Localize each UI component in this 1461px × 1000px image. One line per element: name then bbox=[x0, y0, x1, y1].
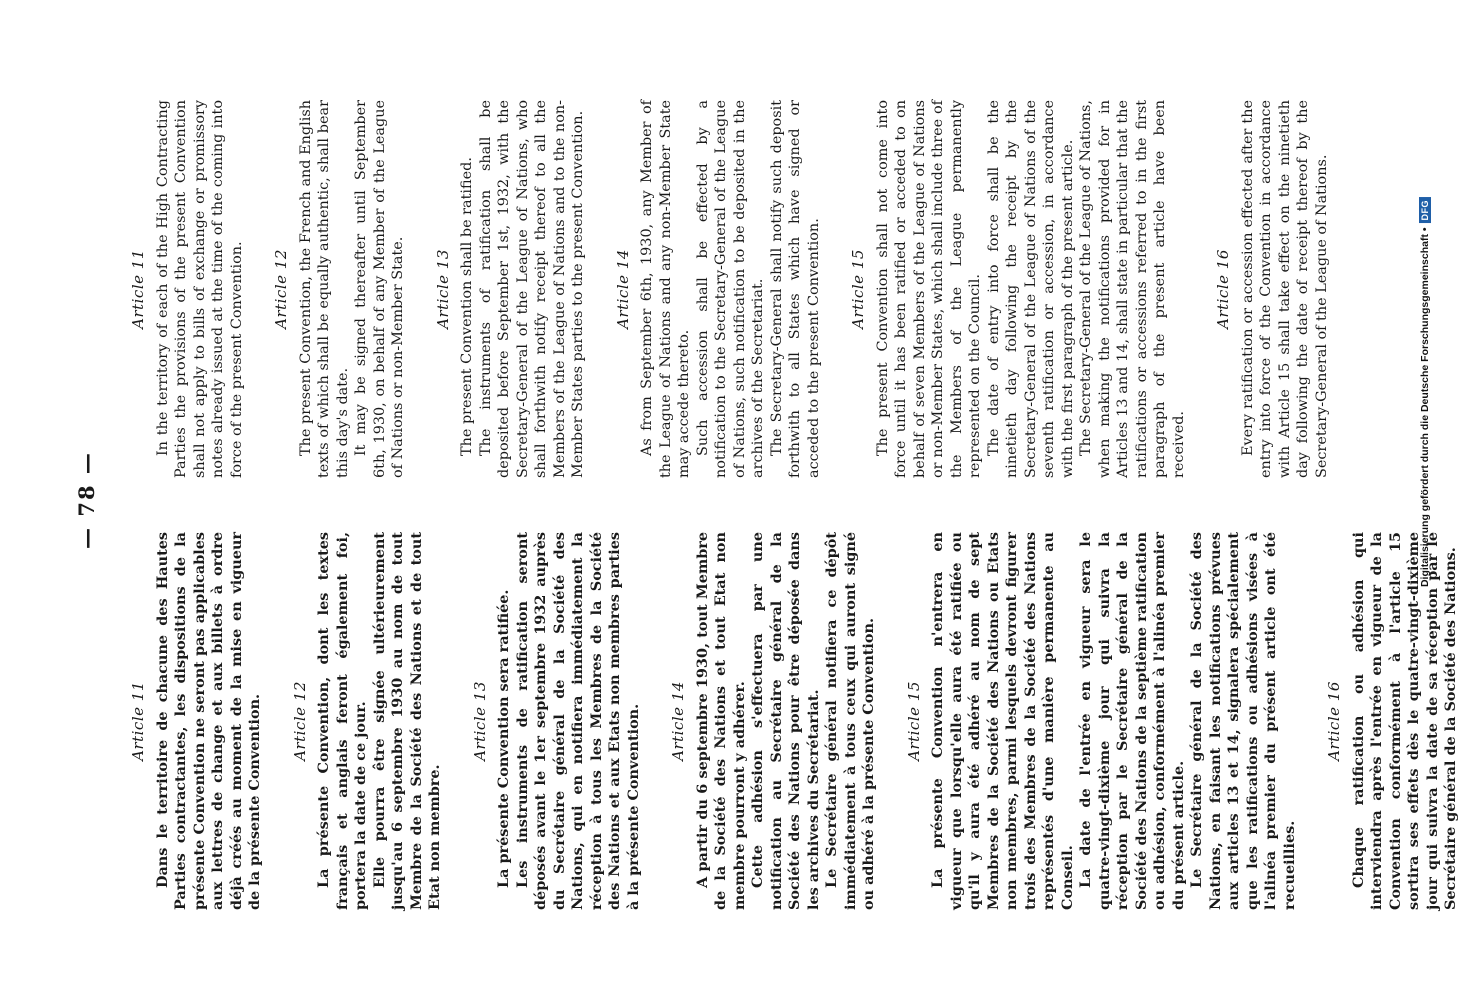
digitization-credit-text: Digitalisierung gefördert durch die Deutsche Forschungsgemeinschaft • bbox=[1419, 227, 1431, 588]
english-article-13 bbox=[434, 100, 588, 478]
article-paragraph: In the territory of each of the High Contracting Parties the provisions of the present Convention shall not apply to bills of exchange or promissory notes already issued at the time of the coming into force of the present Convention. bbox=[154, 100, 245, 478]
article-paragraph: Chaque ratification ou adhésion qui interviendra après l'entrée en vigueur de la Convention conformément à l'article 15 sortira ses effets dès le quatre-vingt-dixième jour qui suivra la date de sa réception par le Secrétaire général de la Société des Nations. bbox=[1349, 532, 1459, 910]
article-paragraph: The present Convention shall be ratified. bbox=[459, 157, 475, 456]
article-paragraph: La présente Convention, dont les textes français et anglais feront également foi, portera la date de ce jour. bbox=[315, 532, 369, 910]
article-paragraph: The date of entry into force shall be the ninetieth day following the receipt by the Secretary-General of the League of Nations of the seventh ratification or accession, in accordance with the first paragraph of the present article. bbox=[985, 100, 1076, 478]
article-paragraph: The Secretary-General shall notify such deposit forthwith to all States which have signed or acceded to the present Convention. bbox=[768, 100, 822, 478]
article-paragraph: Elle pourra être signée ultérieurement jusqu'au 6 septembre 1930 au nom de tout Membre de la Société des Nations et de tout Etat non membre. bbox=[370, 532, 443, 910]
english-article-11 bbox=[129, 100, 246, 478]
english-article-12 bbox=[272, 100, 408, 478]
article-paragraph: It may be signed thereafter until September 6th, 1930, on behalf of any Member of the League of Nations or non-Member State. bbox=[353, 100, 406, 478]
french-article-12 bbox=[291, 532, 445, 910]
article-title: Article 15 bbox=[904, 681, 923, 761]
english-article-16 bbox=[1214, 100, 1331, 478]
page-number: — 78 — bbox=[74, 451, 99, 549]
article-paragraph: Le Secrétaire général notifiera ce dépôt immédiatement à tous ceux qui auront signé ou adhéré à la présente Convention. bbox=[823, 532, 877, 910]
article-paragraph: La présente Convention n'entrera en vigueur que lorsqu'elle aura été ratifiée ou qu'il y aura été adhéré au nom de sept Membres de la Société des Nations ou Etats non membres, parmi lesquels devront figurer trois des Membres de la Société des Nations représentés d'une manière permanente au Conseil. bbox=[929, 532, 1076, 910]
article-paragraph: Every ratification or accession effected after the entry into force of the Convention in accordance with Article 15 shall take effect on the ninetieth day following the date of receipt thereof by the Secretary-General of the League of Nations. bbox=[1239, 100, 1330, 478]
article-title: Article 15 bbox=[849, 249, 867, 329]
article-paragraph: As from September 6th, 1930, any Member of the League of Nations and any non-Member State may accede thereto. bbox=[639, 100, 692, 478]
article-paragraph: Les instruments de ratification seront déposés avant le 1er septembre 1932 auprès du Secrétaire général de la Société des Nations, qui en notifiera immédiatement la réception à tous les Membres de la Société des Nations et aux Etats non membres parties à la présente Convention. bbox=[513, 532, 642, 910]
article-title: Article 13 bbox=[433, 249, 452, 329]
article-title: Article 14 bbox=[669, 681, 687, 761]
article-title: Article 16 bbox=[1214, 249, 1232, 329]
article-paragraph: The instruments of ratification shall be deposited before September 1st, 1932, with the Secretary-General of the League of Nations, who shall forthwith notify receipt thereof to all the Members of the League of Nations and to the non-Member States parties to the present Convention. bbox=[477, 100, 586, 478]
article-paragraph: La date de l'entrée en vigueur sera le quatre-vingt-dixième jour qui suivra la réception par le Secrétaire général de la Société des Nations de la septième ratification ou adhésion, conformément à l'alinéa premier du présent article. bbox=[1077, 532, 1187, 910]
article-title: Article 12 bbox=[272, 249, 290, 329]
dfg-logo: DFG bbox=[1419, 197, 1431, 224]
french-article-14 bbox=[669, 532, 879, 910]
article-title: Article 11 bbox=[129, 681, 147, 761]
article-paragraph: Dans le territoire de chacune des Hautes Parties contractantes, les dispositions de la présente Convention ne seront pas applicables aux lettres de change et aux billets à ordre déjà créés au moment de la mise en vigueur de la présente Convention. bbox=[153, 532, 263, 910]
article-title: Article 14 bbox=[613, 249, 632, 329]
french-article-16 bbox=[1325, 532, 1461, 910]
article-title: Article 16 bbox=[1325, 681, 1343, 761]
english-article-14 bbox=[614, 100, 824, 478]
french-article-13 bbox=[471, 532, 644, 910]
article-paragraph: Such accession shall be effected by a notification to the Secretary-General of the League of Nations, such notification to be deposited in the archives of the Secretariat. bbox=[694, 100, 766, 478]
french-article-11 bbox=[129, 532, 265, 910]
article-title: Article 11 bbox=[129, 249, 147, 329]
digitization-credit bbox=[1419, 197, 1431, 587]
french-article-15 bbox=[905, 532, 1300, 910]
article-paragraph: The present Convention shall not come into force until it has been ratified or acceded to on behalf of seven Members of the League of Nations or non-Member States, which shall include three of the Members of the League permanently represented on the Council. bbox=[874, 100, 983, 478]
article-paragraph: Cette adhésion s'effectuera par une notification au Secrétaire général de la Société des Nations pour être déposée dans les archives du Secrétariat. bbox=[749, 532, 822, 910]
article-paragraph: A partir du 6 septembre 1930, tout Membre de la Société des Nations et tout Etat non membre pourront y adhérer. bbox=[693, 532, 748, 910]
english-article-15 bbox=[849, 100, 1188, 478]
french-column bbox=[115, 532, 1461, 910]
english-column bbox=[115, 100, 1331, 478]
article-paragraph: Le Secrétaire général de la Société des Nations, en faisant les notifications prévues aux articles 13 et 14, signalera spécialement que les ratifications ou adhésions visées à l'alinéa premier du présent article ont été recueillies. bbox=[1188, 532, 1298, 910]
article-paragraph: The present Convention, the French and English texts of which shall be equally authentic, shall bear this day's date. bbox=[297, 100, 351, 478]
article-paragraph: La présente Convention sera ratifiée. bbox=[495, 589, 512, 888]
article-title: Article 13 bbox=[470, 681, 489, 761]
article-paragraph: The Secretary-General of the League of Nations, when making the notifications provided for in Articles 13 and 14, shall state in particular that the ratifications or accessions referred to in the first paragraph of the present article have been received. bbox=[1078, 100, 1187, 478]
article-title: Article 12 bbox=[290, 681, 309, 761]
